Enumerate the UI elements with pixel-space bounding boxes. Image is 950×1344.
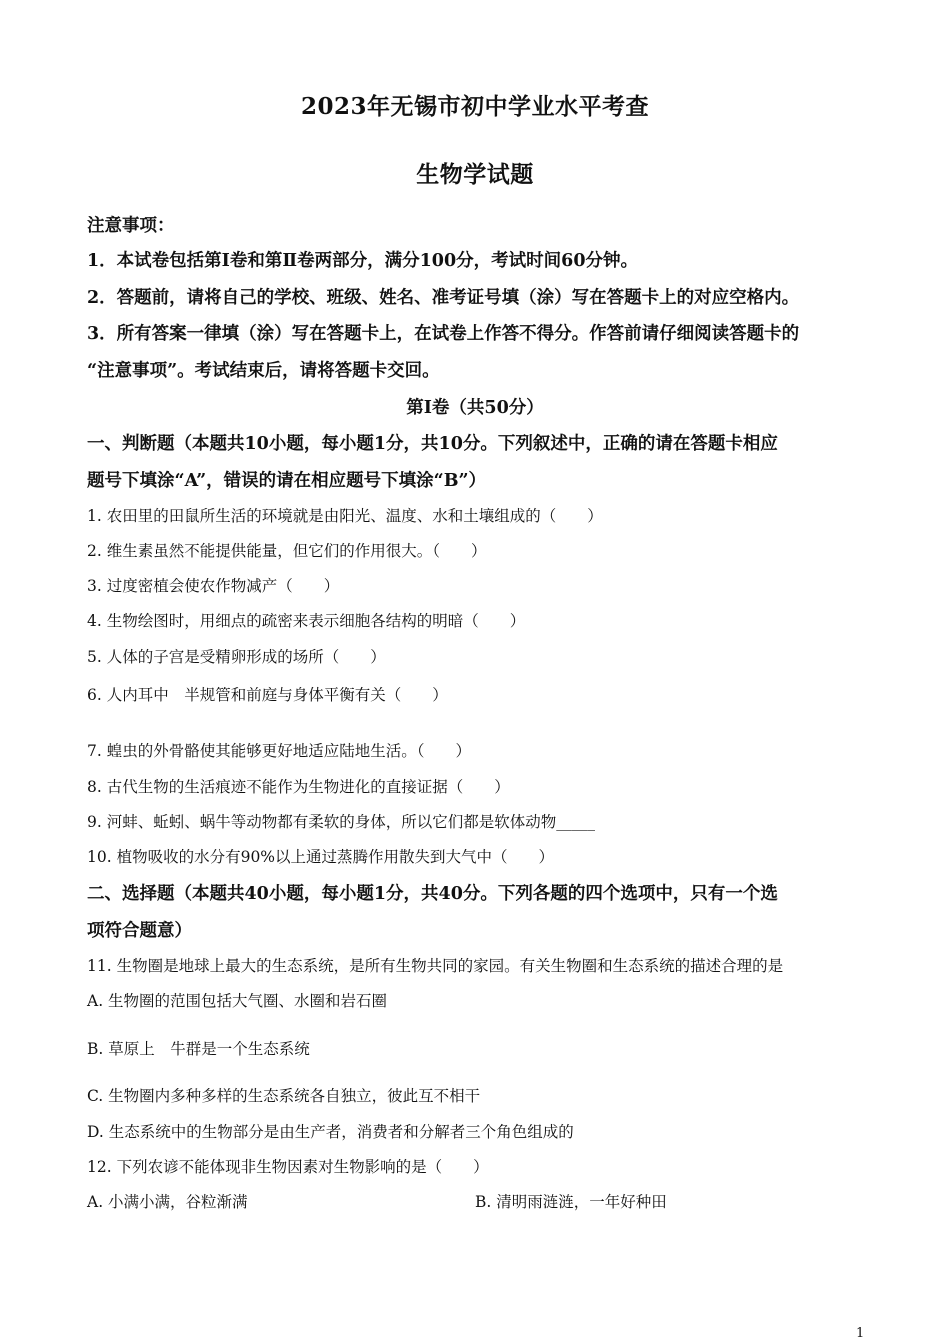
- exam-title: 2023年无锡市初中学业水平考查: [300, 93, 649, 120]
- question-5: 5. 人体的子宫是受精卵形成的场所（ ）: [87, 648, 386, 666]
- notice-heading: 注意事项：: [87, 216, 175, 236]
- question-9: 9. 河蚌、蚯蚓、蜗牛等动物都有柔软的身体，所以它们都是软体动物_____: [87, 813, 595, 831]
- part1-heading: 第Ⅰ卷（共50分）: [406, 398, 544, 418]
- notice-item: “注意事项”。考试结束后，请将答题卡交回。: [87, 361, 440, 381]
- section1-heading-cont: 题号下填涂“A”，错误的请在相应题号下填涂“B”）: [87, 471, 487, 491]
- question-12-stem: 12. 下列农谚不能体现非生物因素对生物影响的是（ ）: [87, 1158, 489, 1176]
- page-number: 1: [856, 1326, 865, 1341]
- question-7: 7. 蝗虫的外骨骼使其能够更好地适应陆地生活。（ ）: [87, 742, 471, 760]
- question-11-option-d: D. 生态系统中的生物部分是由生产者，消费者和分解者三个角色组成的: [87, 1123, 574, 1141]
- question-1: 1. 农田里的田鼠所生活的环境就是由阳光、温度、水和土壤组成的（ ）: [87, 507, 603, 525]
- notice-item: 1．本试卷包括第Ⅰ卷和第Ⅱ卷两部分，满分100分，考试时间60分钟。: [87, 251, 638, 271]
- exam-subtitle: 生物学试题: [416, 161, 534, 188]
- question-3: 3. 过度密植会使农作物减产（ ）: [87, 577, 340, 595]
- question-10: 10. 植物吸收的水分有90%以上通过蒸腾作用散失到大气中（ ）: [87, 848, 555, 866]
- question-8: 8. 古代生物的生活痕迹不能作为生物进化的直接证据（ ）: [87, 778, 510, 796]
- notice-item: 3．所有答案一律填（涂）写在答题卡上，在试卷上作答不得分。作答前请仔细阅读答题卡的: [87, 324, 800, 344]
- section2-heading: 二、选择题（本题共40小题，每小题1分，共40分。下列各题的四个选项中，只有一个选: [87, 884, 778, 904]
- question-11-option-b: B. 草原上 牛群是一个生态系统: [87, 1040, 310, 1058]
- question-6: 6. 人内耳中 半规管和前庭与身体平衡有关（ ）: [87, 686, 448, 704]
- question-11-stem: 11. 生物圈是地球上最大的生态系统，是所有生物共同的家园。有关生物圈和生态系统的描述合理的是: [87, 957, 784, 975]
- question-12-option-b: B. 清明雨涟涟，一年好种田: [475, 1193, 667, 1211]
- question-2: 2. 维生素虽然不能提供能量，但它们的作用很大。（ ）: [87, 542, 487, 560]
- question-12-option-a: A. 小满小满，谷粒渐满: [87, 1193, 248, 1211]
- question-11-option-a: A. 生物圈的范围包括大气圈、水圈和岩石圈: [87, 992, 388, 1010]
- notice-item: 2．答题前，请将自己的学校、班级、姓名、准考证号填（涂）写在答题卡上的对应空格内。: [87, 288, 800, 308]
- section2-heading-cont: 项符合题意）: [87, 921, 192, 941]
- section1-heading: 一、判断题（本题共10小题，每小题1分，共10分。下列叙述中，正确的请在答题卡相应: [87, 434, 778, 454]
- question-11-option-c: C. 生物圈内多种多样的生态系统各自独立，彼此互不相干: [87, 1087, 481, 1105]
- question-4: 4. 生物绘图时，用细点的疏密来表示细胞各结构的明暗（ ）: [87, 612, 526, 630]
